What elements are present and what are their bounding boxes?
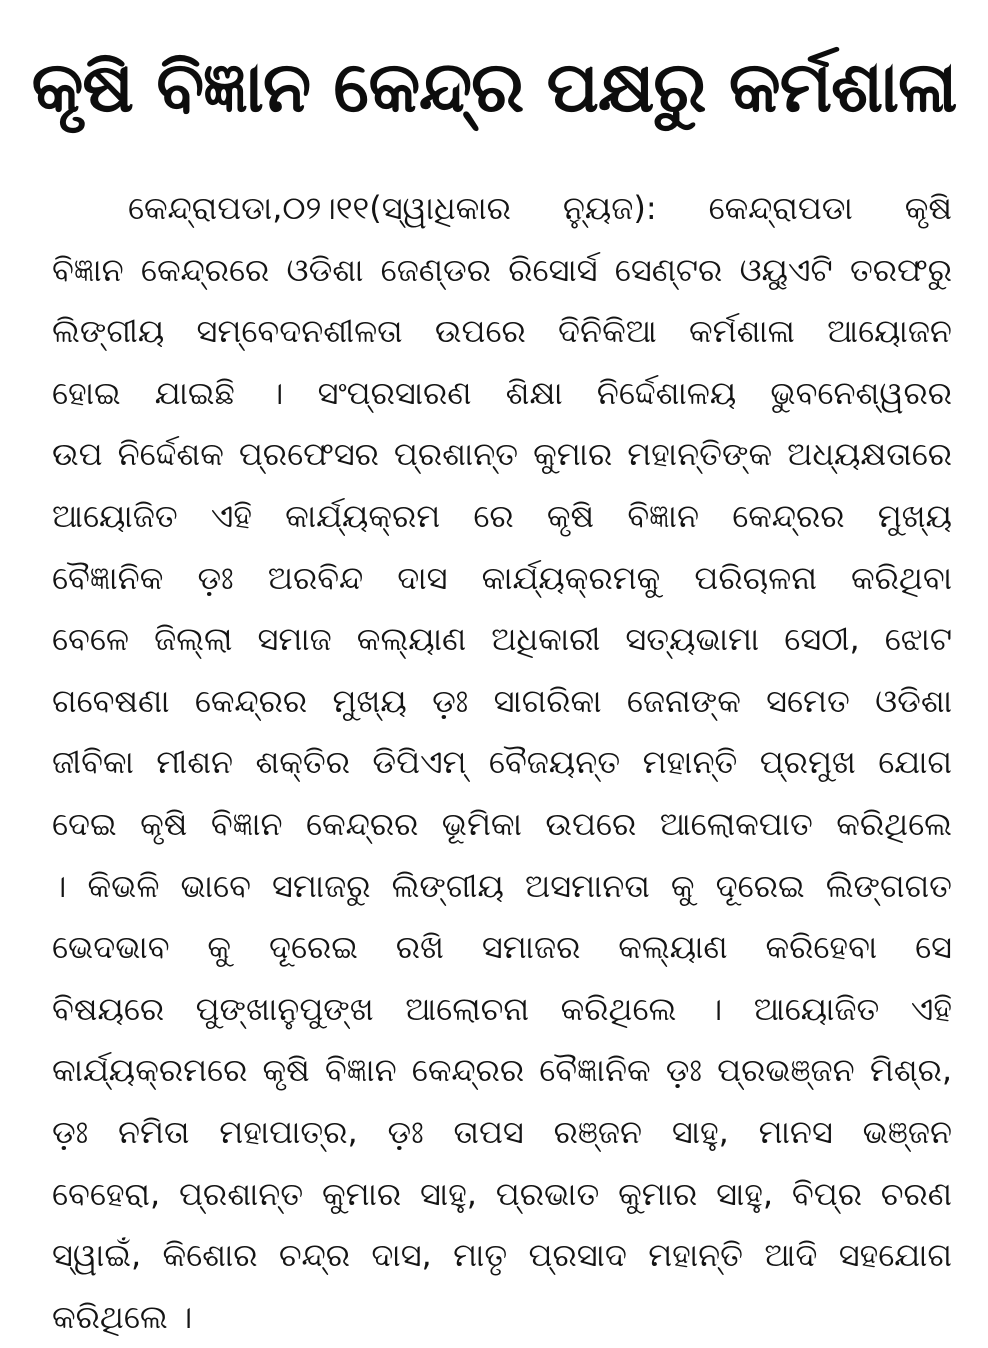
body-line: ଦେଇ କୃଷି ବିଜ୍ଞାନ କେନ୍ଦ୍ରର ଭୂମିକା ଉପରେ ଆଲୋକପାତ କରିଥିଲେ <box>52 804 952 843</box>
body-line: କରିଥିଲେ । <box>52 1297 193 1336</box>
article-headline: କୃଷି ବିଜ୍ଞାନ କେନ୍ଦ୍ର ପକ୍ଷରୁ କର୍ମଶାଳା <box>31 46 957 128</box>
body-line: ବୈଜ୍ଞାନିକ ଡ଼ଃ ଅରବିନ୍ଦ ଦାସ କାର୍ଯ୍ୟକ୍ରମକୁ ପରିଚାଳନା କରିଥିବା <box>52 558 952 597</box>
body-line: ଡ଼ଃ ନମିତା ମହାପାତ୍ର, ଡ଼ଃ ତାପସ ରଞ୍ଜନ ସାହୁ, ମାନସ ଭଞ୍ଜନ <box>52 1112 952 1151</box>
body-line: କେନ୍ଦ୍ରାପଡା,୦୨।୧୧(ସ୍ୱାଧିକାର ନ୍ୟୁଜ): କେନ୍ଦ୍ରାପଡା କୃଷି <box>128 189 952 227</box>
body-line: ଭେଦଭାବ କୁ ଦୂରେଇ ରଖି ସମାଜର କଲ୍ୟାଣ କରିହେବା ସେ <box>52 928 952 967</box>
body-line: ସ୍ୱାଇଁ, କିଶୋର ଚନ୍ଦ୍ର ଦାସ, ମାତୃ ପ୍ରସାଦ ମହାନ୍ତି ଆଦି ସହଯୋଗ <box>52 1236 952 1275</box>
body-line: ଉପ ନିର୍ଦ୍ଦେଶକ ପ୍ରଫେସର ପ୍ରଶାନ୍ତ କୁମାର ମହାନ୍ତିଙ୍କ ଅଧ୍ୟକ୍ଷତାରେ <box>52 435 952 474</box>
body-line: ବିଜ୍ଞାନ କେନ୍ଦ୍ରରେ ଓଡିଶା ଜେଣ୍ଡର ରିସୋର୍ସ ସେଣ୍ଟର ଓୟୁଏଟି ତରଫରୁ <box>52 250 952 289</box>
body-line: ଲିଙ୍ଗୀୟ ସମ୍ବେଦନଶୀଳତା ଉପରେ ଦିନିକିଆ କର୍ମଶାଳା ଆୟୋଜନ <box>52 312 952 351</box>
article-body <box>52 178 952 1348</box>
body-line: ଗବେଷଣା କେନ୍ଦ୍ରର ମୁଖ୍ୟ ଡ଼ଃ ସାଗରିକା ଜେନାଙ୍କ ସମେତ ଓଡିଶା <box>52 681 952 720</box>
body-line: ବେଳେ ଜିଲ୍ଲା ସମାଜ କଲ୍ୟାଣ ଅଧିକାରୀ ସତ୍ୟଭାମା ସେଠୀ, ଝୋଟ <box>52 620 952 659</box>
body-line: । କିଭଳି ଭାବେ ସମାଜରୁ ଲିଙ୍ଗୀୟ ଅସମାନତା କୁ ଦୂରେଇ ଲିଙ୍ଗଗତ <box>52 866 952 905</box>
body-line: ହୋଇ ଯାଇଛି । ସଂପ୍ରସାରଣ ଶିକ୍ଷା ନିର୍ଦ୍ଦେଶାଳୟ ଭୁବନେଶ୍ୱରର <box>52 373 952 412</box>
body-line: ଆୟୋଜିତ ଏହି କାର୍ଯ୍ୟକ୍ରମ ରେ କୃଷି ବିଜ୍ଞାନ କେନ୍ଦ୍ରର ମୁଖ୍ୟ <box>52 496 952 535</box>
body-line: ବେହେରା, ପ୍ରଶାନ୍ତ କୁମାର ସାହୁ, ପ୍ରଭାତ କୁମାର ସାହୁ, ବିପ୍ର ଚରଣ <box>52 1174 952 1213</box>
body-line: ବିଷୟରେ ପୁଙ୍ଖାନୁପୁଙ୍ଖ ଆଲୋଚନା କରିଥିଲେ । ଆୟୋଜିତ ଏହି <box>52 989 952 1028</box>
body-line: କାର୍ଯ୍ୟକ୍ରମରେ କୃଷି ବିଜ୍ଞାନ କେନ୍ଦ୍ରର ବୈଜ୍ଞାନିକ ଡ଼ଃ ପ୍ରଭଞ୍ଜନ ମିଶ୍ର, <box>52 1051 952 1090</box>
body-line: ଜୀବିକା ମୀଶନ ଶକ୍ତିର ଡିପିଏମ୍ ବୈଜୟନ୍ତ ମହାନ୍ତି ପ୍ରମୁଖ ଯୋଗ <box>52 743 952 782</box>
